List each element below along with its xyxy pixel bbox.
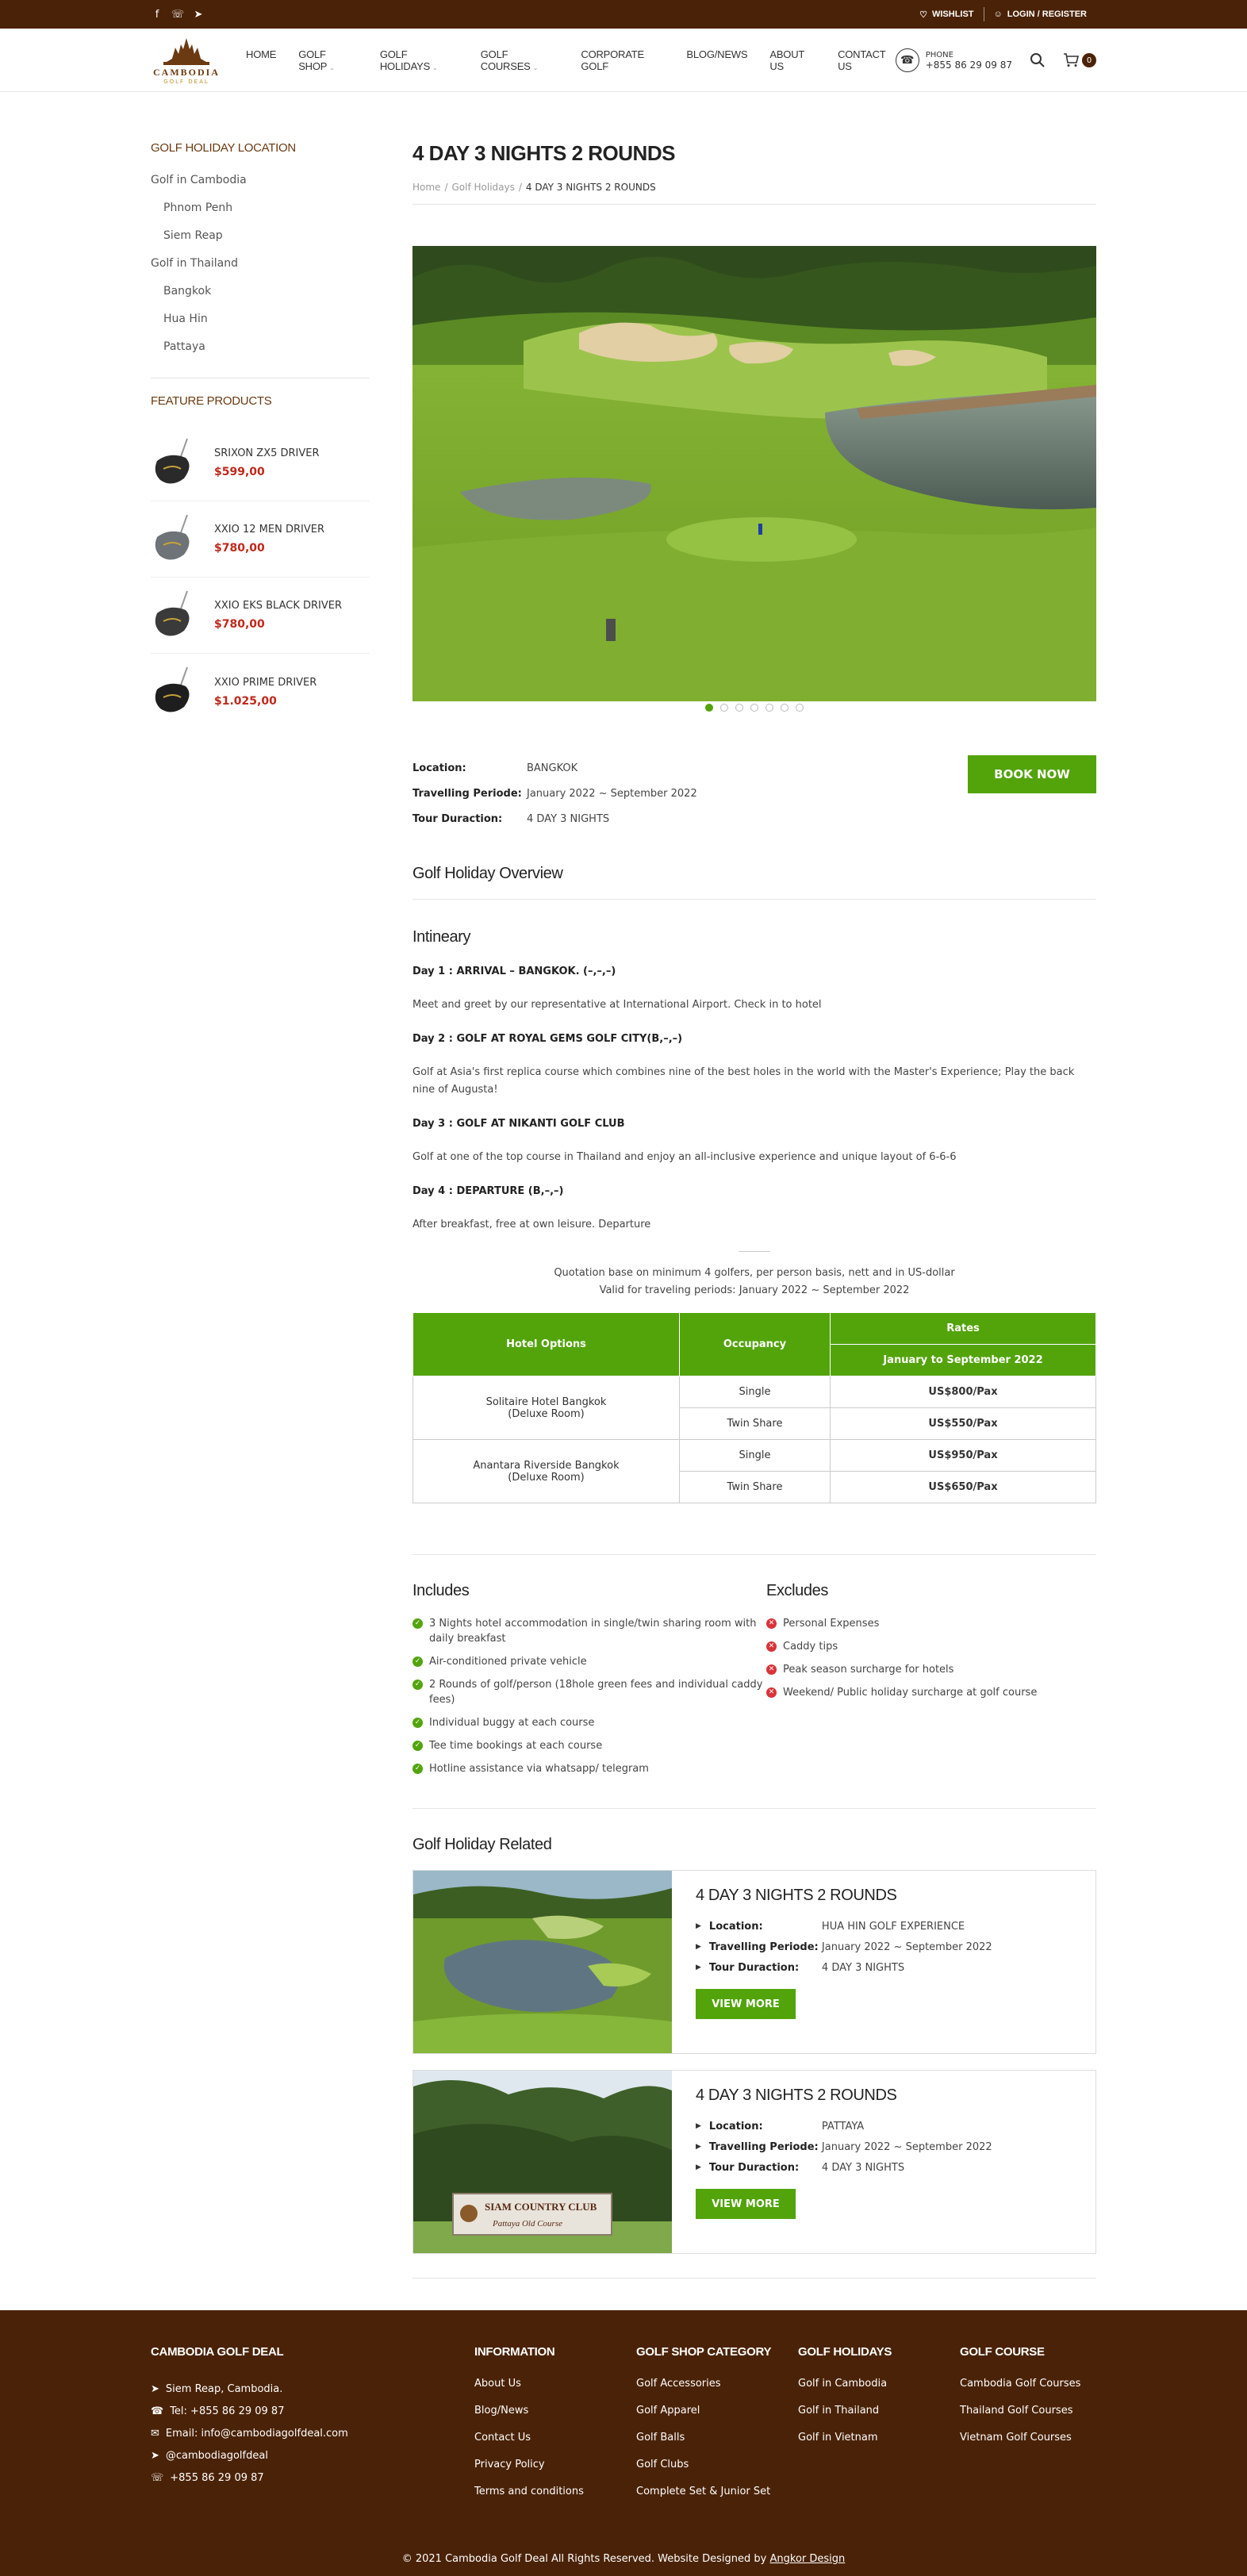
hotel-name-cell bbox=[413, 1376, 680, 1440]
footer-link[interactable]: Golf in Thailand bbox=[798, 2405, 880, 2417]
includes-excludes bbox=[412, 1582, 1096, 1784]
excludes-title: Excludes bbox=[766, 1582, 828, 1599]
period-value: January 2022 ~ September 2022 bbox=[527, 787, 697, 800]
list-item-text: Personal Expenses bbox=[783, 1618, 880, 1630]
footer-link[interactable]: Terms and conditions bbox=[474, 2486, 584, 2497]
list-item bbox=[766, 1662, 1096, 1677]
footer-contact-item[interactable] bbox=[151, 2422, 474, 2444]
location-link[interactable]: Siem Reap bbox=[163, 229, 223, 242]
top-bar bbox=[0, 0, 1247, 29]
breadcrumb-home[interactable]: Home bbox=[412, 182, 441, 193]
footer-contact-item[interactable] bbox=[151, 2467, 474, 2489]
product-price: $1.025,00 bbox=[214, 694, 277, 708]
th-rates: Rates bbox=[831, 1313, 1096, 1345]
footer-link[interactable]: Cambodia Golf Courses bbox=[960, 2378, 1081, 2390]
hotel-name: Solitaire Hotel Bangkok bbox=[485, 1395, 607, 1408]
quotation-note bbox=[412, 1265, 1096, 1300]
nav-item-corporate-golf[interactable] bbox=[581, 48, 664, 72]
nav-item-golf-courses[interactable] bbox=[481, 48, 559, 72]
slider-dot[interactable] bbox=[720, 704, 728, 712]
related-info-label: Travelling Periode: bbox=[708, 2140, 819, 2153]
map-pin-icon: ➤ bbox=[151, 2382, 159, 2395]
footer-contact-item[interactable] bbox=[151, 2400, 474, 2422]
location-list bbox=[151, 172, 370, 367]
nav-item-label: CORPORATE GOLF bbox=[581, 48, 644, 72]
product-item[interactable] bbox=[151, 425, 370, 501]
check-circle-icon: ✓ bbox=[412, 1764, 423, 1774]
designer-link[interactable]: Angkor Design bbox=[769, 2553, 846, 2565]
mail-icon: ✉ bbox=[151, 2427, 159, 2440]
wishlist-label: WISHLIST bbox=[931, 10, 974, 19]
caret-right-icon: ▶ bbox=[696, 2143, 701, 2151]
footer-link[interactable]: Thailand Golf Courses bbox=[960, 2405, 1073, 2417]
product-price: $780,00 bbox=[214, 618, 265, 631]
hotel-room-type: (Deluxe Room) bbox=[508, 1471, 585, 1484]
cart-button[interactable] bbox=[1063, 53, 1096, 67]
slider-dot[interactable] bbox=[765, 704, 773, 712]
footer-contact-text: Email: info@cambodiagolfdeal.com bbox=[165, 2427, 348, 2440]
footer-contact-text: Tel: +855 86 29 09 87 bbox=[170, 2405, 285, 2417]
list-item bbox=[766, 1685, 1096, 1700]
related-info-value: January 2022 ~ September 2022 bbox=[821, 1941, 992, 1953]
list-item bbox=[412, 1738, 766, 1753]
chevron-down-icon: ⌄ bbox=[432, 64, 438, 71]
footer-link[interactable]: Golf Balls bbox=[636, 2432, 685, 2444]
main-content bbox=[412, 127, 1096, 2278]
product-image bbox=[151, 436, 198, 491]
phone-icon: ☎ bbox=[151, 2405, 164, 2417]
nav-item-about-us[interactable] bbox=[769, 48, 815, 72]
list-item bbox=[412, 1616, 766, 1646]
day-description: Golf at one of the top course in Thailand and enjoy an all-inclusive experience and unique layout of 6-6-6 bbox=[412, 1151, 957, 1163]
whatsapp-icon: ☏ bbox=[151, 2471, 164, 2484]
related-info-value: HUA HIN GOLF EXPERIENCE bbox=[821, 1920, 965, 1933]
itinerary-title: Intineary bbox=[412, 928, 471, 946]
day-title: Day 4 : DEPARTURE (B,–,–) bbox=[412, 1185, 564, 1197]
product-item[interactable] bbox=[151, 654, 370, 730]
nav-item-label: ABOUT US bbox=[769, 48, 804, 72]
caret-right-icon: ▶ bbox=[696, 2122, 701, 2130]
nav-item-label: BLOG/NEWS bbox=[686, 48, 748, 60]
related-info-row bbox=[696, 2136, 992, 2157]
day-title: Day 3 : GOLF AT NIKANTI GOLF CLUB bbox=[412, 1118, 625, 1130]
list-item-text: 2 Rounds of golf/person (18hole green fees and individual caddy fees) bbox=[429, 1679, 763, 1706]
section-divider bbox=[412, 1554, 1096, 1555]
footer-link[interactable]: Vietnam Golf Courses bbox=[960, 2432, 1072, 2444]
occupancy-cell: Twin Share bbox=[680, 1472, 831, 1503]
slider-dot[interactable] bbox=[705, 704, 713, 712]
footer-contact-text: +855 86 29 09 87 bbox=[170, 2471, 264, 2484]
nav-item-home[interactable] bbox=[246, 48, 276, 72]
location-widget-title: GOLF HOLIDAY LOCATION bbox=[151, 141, 296, 155]
excludes-list bbox=[766, 1616, 1096, 1700]
footer-information-title: INFORMATION bbox=[474, 2345, 555, 2359]
related-info-label: Travelling Periode: bbox=[708, 1941, 819, 1953]
nav-item-label: GOLF HOLIDAYS bbox=[379, 48, 431, 72]
location-link[interactable]: Golf in Thailand bbox=[151, 257, 239, 270]
related-info-value: PATTAYA bbox=[821, 2120, 865, 2133]
phone-icon: ☎ bbox=[896, 48, 919, 72]
day-description: Meet and greet by our representative at International Airport. Check in to hotel bbox=[412, 999, 822, 1011]
footer-course-title: GOLF COURSE bbox=[960, 2345, 1045, 2359]
product-name[interactable]: XXIO PRIME DRIVER bbox=[214, 676, 317, 689]
related-info-row bbox=[696, 1916, 992, 1937]
footer-contact-text: @cambodiagolfdeal bbox=[165, 2449, 268, 2462]
x-circle-icon: ✕ bbox=[766, 1687, 777, 1698]
quotation-line-2: Valid for traveling periods: January 2022 ~ September 2022 bbox=[599, 1284, 910, 1296]
period-label: Travelling Periode: bbox=[412, 787, 522, 800]
search-icon[interactable] bbox=[1030, 52, 1046, 68]
footer-link[interactable]: Golf Clubs bbox=[636, 2459, 689, 2470]
products-widget-title: FEATURE PRODUCTS bbox=[151, 394, 272, 408]
check-circle-icon: ✓ bbox=[412, 1618, 423, 1629]
whatsapp-icon[interactable]: ☏ bbox=[171, 8, 185, 21]
social-links bbox=[151, 9, 205, 21]
nav-item-blog-news[interactable] bbox=[686, 48, 747, 72]
occupancy-cell: Twin Share bbox=[680, 1408, 831, 1440]
list-item-text: Peak season surcharge for hotels bbox=[783, 1664, 954, 1676]
caret-right-icon: ▶ bbox=[696, 1943, 701, 1951]
login-label: LOGIN / REGISTER bbox=[1007, 10, 1087, 19]
location-label: Location: bbox=[412, 762, 466, 774]
nav-item-contact-us[interactable] bbox=[838, 48, 896, 72]
tour-info bbox=[412, 755, 1096, 831]
cart-icon bbox=[1063, 53, 1079, 67]
related-info-label: Location: bbox=[708, 1920, 763, 1933]
footer-contact-item[interactable] bbox=[151, 2444, 474, 2467]
header-phone[interactable] bbox=[896, 48, 1012, 72]
chevron-down-icon: ⌄ bbox=[329, 64, 335, 71]
page-title: 4 DAY 3 NIGHTS 2 ROUNDS bbox=[412, 141, 675, 165]
breadcrumb: Home / Golf Holidays / 4 DAY 3 NIGHTS 2 ROUNDS bbox=[412, 182, 1096, 205]
related-sign-subtitle: Pattaya Old Course bbox=[493, 2219, 562, 2229]
related-info-label: Location: bbox=[708, 2120, 763, 2133]
related-info-value: 4 DAY 3 NIGHTS bbox=[821, 1961, 905, 1974]
main-nav bbox=[246, 48, 896, 72]
rate-cell: US$800/Pax bbox=[831, 1376, 1096, 1408]
sidebar bbox=[151, 127, 370, 2278]
related-sign-title: SIAM COUNTRY CLUB bbox=[485, 2201, 597, 2213]
rate-cell: US$950/Pax bbox=[831, 1440, 1096, 1472]
site-footer bbox=[0, 2310, 1247, 2576]
related-info-value: 4 DAY 3 NIGHTS bbox=[821, 2161, 905, 2174]
wishlist-link[interactable] bbox=[910, 10, 983, 20]
list-item-text: Hotline assistance via whatsapp/ telegram bbox=[429, 1763, 649, 1775]
view-more-button[interactable]: VIEW MORE bbox=[696, 1989, 796, 2019]
rates-table bbox=[412, 1312, 1096, 1503]
nav-item-golf-holidays[interactable] bbox=[380, 48, 459, 72]
nav-item-label: HOME bbox=[246, 48, 277, 60]
related-info-row bbox=[696, 1937, 992, 1957]
view-more-button[interactable]: VIEW MORE bbox=[696, 2189, 796, 2219]
slider-dot[interactable] bbox=[735, 704, 743, 712]
product-item[interactable] bbox=[151, 501, 370, 578]
x-circle-icon: ✕ bbox=[766, 1618, 777, 1629]
location-link[interactable]: Golf in Cambodia bbox=[151, 174, 247, 186]
x-circle-icon: ✕ bbox=[766, 1664, 777, 1675]
facebook-icon[interactable]: f bbox=[155, 8, 159, 21]
heart-icon: ♡ bbox=[919, 10, 927, 20]
th-period: January to September 2022 bbox=[831, 1345, 1096, 1376]
th-hotel-options: Hotel Options bbox=[413, 1313, 680, 1376]
hotel-name: Anantara Riverside Bangkok bbox=[473, 1459, 620, 1472]
golf-course-image bbox=[412, 246, 1096, 701]
telegram-icon[interactable]: ➤ bbox=[194, 8, 203, 21]
occupancy-cell: Single bbox=[680, 1440, 831, 1472]
check-circle-icon: ✓ bbox=[412, 1657, 423, 1667]
overview-title: Golf Holiday Overview bbox=[412, 865, 563, 882]
breadcrumb-golf-holidays[interactable]: Golf Holidays bbox=[451, 182, 515, 193]
footer-link[interactable]: Golf in Cambodia bbox=[798, 2378, 888, 2390]
occupancy-cell: Single bbox=[680, 1376, 831, 1408]
footer-brand-title: CAMBODIA GOLF DEAL bbox=[151, 2345, 284, 2359]
related-card bbox=[412, 1870, 1096, 2054]
list-item bbox=[766, 1639, 1096, 1654]
table-row bbox=[413, 1376, 1096, 1408]
related-info-row bbox=[696, 1957, 992, 1978]
footer-contact-text: Siem Reap, Cambodia. bbox=[165, 2382, 283, 2395]
product-price: $599,00 bbox=[214, 466, 265, 478]
list-item bbox=[412, 1761, 766, 1776]
x-circle-icon: ✕ bbox=[766, 1641, 777, 1652]
mini-divider bbox=[739, 1251, 770, 1252]
logo-text: CAMBODIA bbox=[153, 67, 220, 78]
related-image[interactable] bbox=[413, 2071, 672, 2253]
day-description: After breakfast, free at own leisure. Departure bbox=[412, 1219, 651, 1230]
day-title: Day 1 : ARRIVAL – BANGKOK. (–,–,–) bbox=[412, 966, 616, 977]
breadcrumb-current: 4 DAY 3 NIGHTS 2 ROUNDS bbox=[525, 182, 656, 193]
list-item-text: Tee time bookings at each course bbox=[429, 1740, 603, 1752]
footer-link[interactable]: Blog/News bbox=[474, 2405, 529, 2417]
product-image bbox=[151, 664, 198, 720]
slider-dot[interactable] bbox=[796, 704, 804, 712]
site-logo[interactable] bbox=[151, 36, 222, 85]
location-value: BANGKOK bbox=[527, 762, 578, 774]
location-link[interactable]: Phnom Penh bbox=[163, 202, 233, 214]
related-title: Golf Holiday Related bbox=[412, 1836, 552, 1853]
list-item bbox=[412, 1715, 766, 1730]
related-list bbox=[412, 1870, 1096, 2254]
phone-number: +855 86 29 09 87 bbox=[925, 59, 1012, 71]
book-now-button[interactable]: BOOK NOW bbox=[968, 755, 1096, 793]
caret-right-icon: ▶ bbox=[696, 1964, 701, 1971]
caret-right-icon: ▶ bbox=[696, 1922, 701, 1930]
telegram-icon: ➤ bbox=[151, 2449, 159, 2462]
day-title: Day 2 : GOLF AT ROYAL GEMS GOLF CITY(B,–,–) bbox=[412, 1033, 683, 1045]
product-list bbox=[151, 425, 370, 730]
product-name[interactable]: SRIXON ZX5 DRIVER bbox=[214, 447, 320, 459]
location-link[interactable]: Hua Hin bbox=[163, 313, 208, 325]
login-register-link[interactable] bbox=[984, 10, 1096, 19]
nav-item-label: GOLF SHOP bbox=[298, 48, 328, 72]
footer-link[interactable]: Privacy Policy bbox=[474, 2459, 545, 2470]
slider-dot[interactable] bbox=[781, 704, 788, 712]
list-item-text: Individual buggy at each course bbox=[429, 1717, 595, 1729]
list-item bbox=[412, 1677, 766, 1707]
caret-right-icon: ▶ bbox=[696, 2163, 701, 2171]
related-title-link[interactable]: 4 DAY 3 NIGHTS 2 ROUNDS bbox=[696, 2087, 897, 2104]
section-divider bbox=[412, 1808, 1096, 1809]
includes-list bbox=[412, 1616, 766, 1776]
related-info-label: Tour Duraction: bbox=[708, 2161, 800, 2174]
related-info-row bbox=[696, 2157, 992, 2178]
footer-link[interactable]: Golf Apparel bbox=[636, 2405, 700, 2417]
nav-item-label: GOLF COURSES bbox=[480, 48, 531, 72]
duration-label: Tour Duraction: bbox=[412, 812, 503, 825]
product-image bbox=[151, 512, 198, 567]
related-info-label: Tour Duraction: bbox=[708, 1961, 800, 1974]
table-row bbox=[413, 1440, 1096, 1472]
footer-shop-title: GOLF SHOP CATEGORY bbox=[636, 2345, 772, 2359]
list-item-text: 3 Nights hotel accommodation in single/twin sharing room with daily breakfast bbox=[429, 1618, 757, 1645]
location-link[interactable]: Bangkok bbox=[163, 285, 212, 298]
related-title-link[interactable]: 4 DAY 3 NIGHTS 2 ROUNDS bbox=[696, 1887, 897, 1904]
list-item-text: Weekend/ Public holiday surcharge at golf course bbox=[783, 1687, 1038, 1699]
footer-link[interactable]: Golf Accessories bbox=[636, 2378, 721, 2390]
phone-label: PHONE bbox=[925, 50, 953, 60]
check-circle-icon: ✓ bbox=[412, 1741, 423, 1751]
hotel-room-type: (Deluxe Room) bbox=[508, 1407, 585, 1420]
footer-link[interactable]: Golf in Vietnam bbox=[798, 2432, 878, 2444]
related-info-row bbox=[696, 2116, 992, 2136]
copyright-text: © 2021 Cambodia Golf Deal All Rights Reserved. Website Designed by bbox=[401, 2553, 767, 2565]
footer-holidays-title: GOLF HOLIDAYS bbox=[798, 2345, 892, 2359]
nav-item-golf-shop[interactable] bbox=[298, 48, 358, 72]
check-circle-icon: ✓ bbox=[412, 1680, 423, 1690]
product-price: $780,00 bbox=[214, 542, 265, 555]
itinerary-days bbox=[412, 966, 1096, 1234]
hero-image-slider[interactable] bbox=[412, 246, 1096, 701]
cart-count-badge: 0 bbox=[1082, 53, 1096, 67]
includes-title: Includes bbox=[412, 1582, 470, 1599]
product-name[interactable]: XXIO EKS BLACK DRIVER bbox=[214, 600, 343, 612]
logo-subtext: GOLF DEAL bbox=[163, 79, 209, 85]
hotel-name-cell bbox=[413, 1440, 680, 1503]
footer-contact-item[interactable] bbox=[151, 2378, 474, 2400]
product-name[interactable]: XXIO 12 MEN DRIVER bbox=[214, 524, 324, 536]
angkor-logo-icon bbox=[159, 38, 214, 67]
product-image bbox=[151, 588, 198, 643]
footer-link[interactable]: Complete Set & Junior Set bbox=[636, 2486, 771, 2497]
related-card bbox=[412, 2070, 1096, 2254]
product-item[interactable] bbox=[151, 578, 370, 654]
user-icon: ☺ bbox=[993, 10, 1003, 19]
footer-link[interactable]: About Us bbox=[474, 2378, 521, 2390]
chevron-down-icon: ⌄ bbox=[532, 64, 539, 71]
list-item-text: Air-conditioned private vehicle bbox=[429, 1656, 587, 1668]
rate-cell: US$550/Pax bbox=[831, 1408, 1096, 1440]
duration-value: 4 DAY 3 NIGHTS bbox=[527, 812, 610, 825]
list-item-text: Caddy tips bbox=[783, 1641, 838, 1653]
slider-dots bbox=[412, 703, 1096, 712]
slider-dot[interactable] bbox=[750, 704, 758, 712]
check-circle-icon: ✓ bbox=[412, 1718, 423, 1728]
nav-item-label: CONTACT US bbox=[838, 48, 886, 72]
list-item bbox=[412, 1654, 766, 1669]
related-image[interactable] bbox=[413, 1871, 672, 2053]
footer-link[interactable]: Contact Us bbox=[474, 2432, 531, 2444]
location-link[interactable]: Pattaya bbox=[163, 340, 205, 353]
copyright bbox=[0, 2553, 1247, 2565]
quotation-line-1: Quotation base on minimum 4 golfers, per person basis, nett and in US-dollar bbox=[554, 1267, 955, 1279]
th-occupancy: Occupancy bbox=[680, 1313, 831, 1376]
related-info-value: January 2022 ~ September 2022 bbox=[821, 2140, 992, 2153]
list-item bbox=[766, 1616, 1096, 1631]
rate-cell: US$650/Pax bbox=[831, 1472, 1096, 1503]
day-description: Golf at Asia's first replica course which combines nine of the best holes in the world with the Master's Experience; Play the back nine of Augusta! bbox=[412, 1066, 1075, 1096]
site-header bbox=[0, 29, 1247, 92]
